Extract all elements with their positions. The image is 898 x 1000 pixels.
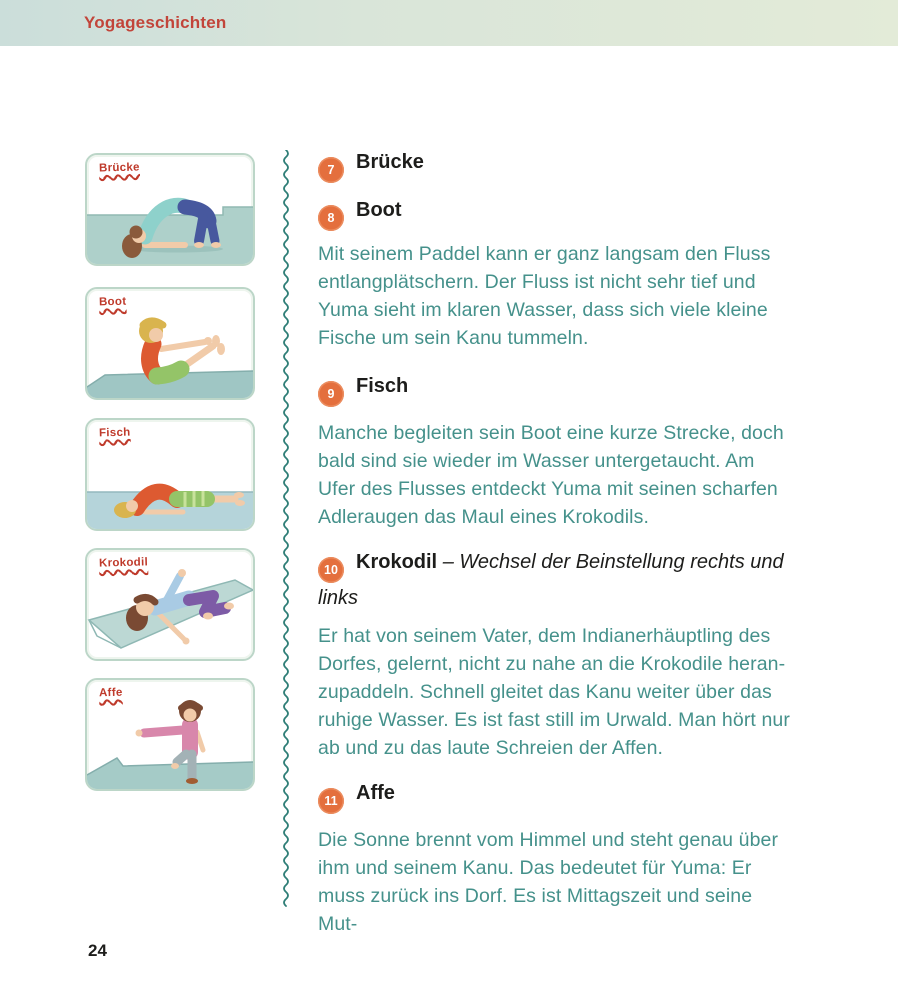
section-number-badge: 8 bbox=[318, 205, 344, 231]
card-label: Boot bbox=[98, 295, 127, 309]
section-title-suffix: – Wechsel der Beinstellung rechts und links bbox=[318, 551, 784, 609]
page-number: 24 bbox=[88, 941, 107, 960]
header-bar bbox=[0, 0, 898, 46]
pose-card-fisch bbox=[85, 418, 255, 531]
section-heading-fisch bbox=[318, 371, 790, 407]
paragraph-fisch: Manche begleiten sein Boot eine kurze Strecke, doch bald sind sie wieder im Wasser untergetaucht. Am Ufer des Flusses entdeckt Yuma mit seinen scharfen Adleraugen das Maul eines Krokodils. bbox=[318, 422, 784, 528]
section-number-badge: 10 bbox=[318, 557, 344, 583]
section-title: Krokodil bbox=[356, 551, 438, 573]
section-title: Boot bbox=[356, 199, 402, 221]
paragraph-boot: Mit seinem Paddel kann er ganz langsam den Fluss entlangplätschern. Der Fluss ist nicht sehr tief und Yuma sieht im klaren Wasser, dass sich viele kleine Fische um sein Kanu tummeln. bbox=[318, 243, 771, 349]
pose-card-affe bbox=[85, 678, 255, 791]
card-label: Krokodil bbox=[98, 556, 149, 570]
card-label: Brücke bbox=[98, 161, 140, 175]
wavy-separator bbox=[281, 150, 291, 920]
section-title: Fisch bbox=[356, 375, 409, 397]
card-label: Fisch bbox=[98, 426, 131, 440]
page-title: Yogageschichten bbox=[84, 13, 227, 32]
section-title: Affe bbox=[356, 782, 395, 804]
pose-card-boot bbox=[85, 287, 255, 400]
section-number-badge: 7 bbox=[318, 157, 344, 183]
section-number-badge: 9 bbox=[318, 381, 344, 407]
paragraph-krokodil: Er hat von seinem Vater, dem Indianerhäuptling des Dorfes, gelernt, nicht zu nahe an die Krokodile heranzupaddeln. Schnell gleitet das Kanu weiter über das ruhige Wasser. Es ist fast still im Urwald. Man hört nur ab und zu das laute Schreien der Affen. bbox=[318, 625, 790, 759]
section-heading-affe bbox=[318, 778, 790, 814]
section-title: Brücke bbox=[356, 151, 424, 173]
paragraph-affe: Die Sonne brennt vom Himmel und steht genau über ihm und seinem Kanu. Das bedeutet für Yuma: Er muss zurück ins Dorf. Es ist Mittagszeit und seine Mut- bbox=[318, 829, 779, 935]
pose-card-krokodil bbox=[85, 548, 255, 661]
card-label: Affe bbox=[98, 686, 123, 700]
section-number-badge: 11 bbox=[318, 788, 344, 814]
section-heading-krokodil bbox=[318, 547, 790, 613]
section-heading-boot bbox=[318, 195, 790, 231]
wavy-separator-path bbox=[284, 150, 288, 906]
pose-card-bruecke bbox=[85, 153, 255, 266]
section-heading-bruecke bbox=[318, 147, 790, 183]
